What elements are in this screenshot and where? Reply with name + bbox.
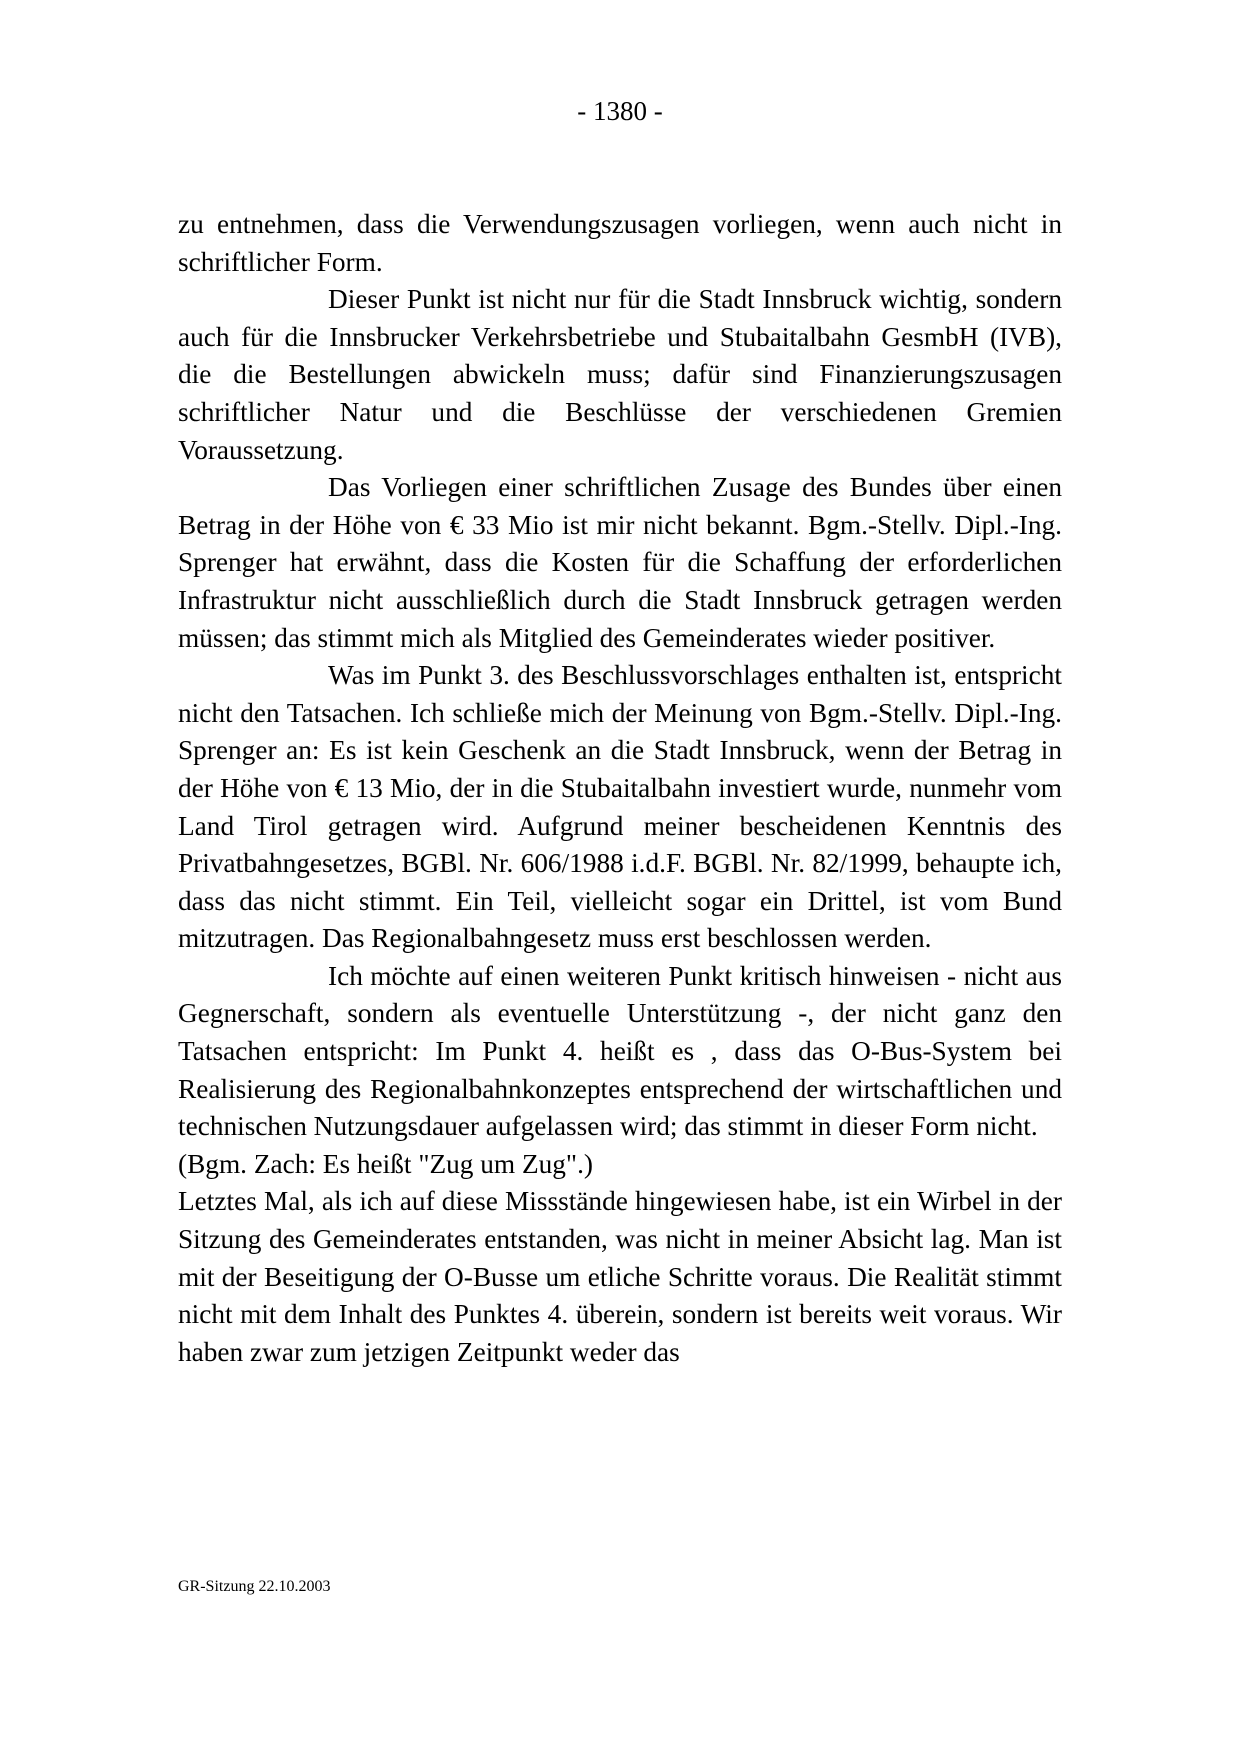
paragraph: Was im Punkt 3. des Beschlussvorschlages enthalten ist, entspricht nicht den Tatsachen. Ich schließe mich der Meinung von Bgm.-Stellv. Dipl.-Ing. Sprenger an: Es ist kein Geschenk an die Stadt Innsbruck, wenn der Betrag in der Höhe von € 13 Mio, der in die Stubaitalbahn investiert wurde, nunmehr vom Land Tirol getragen wird. Aufgrund meiner bescheidenen Kenntnis des Privatbahngesetzes, BGBl. Nr. 606/1988 i.d.F. BGBl. Nr. 82/1999, behaupte ich, dass das nicht stimmt. Ein Teil, vielleicht sogar ein Drittel, ist vom Bund mitzutragen. Das Regionalbahngesetz muss erst beschlossen werden. — [178, 660, 1062, 954]
paragraph: Letztes Mal, als ich auf diese Missstände hingewiesen habe, ist ein Wirbel in der Sitzung des Gemeinderates entstanden, was nicht in meiner Absicht lag. Man ist mit der Beseitigung der O-Busse um etliche Schritte voraus. Die Realität stimmt nicht mit dem Inhalt des Punktes 4. überein, sondern ist bereits weit voraus. Wir haben zwar zum jetzigen Zeitpunkt weder das — [178, 1186, 1062, 1367]
footer-session-label: GR-Sitzung 22.10.2003 — [178, 1578, 331, 1595]
paragraph: Dieser Punkt ist nicht nur für die Stadt Innsbruck wichtig, sondern auch für die Innsbrucker Verkehrsbetriebe und Stubaitalbahn GesmbH (IVB), die die Bestellungen abwickeln muss; dafür sind Finanzierungszusagen schriftlicher Natur und die Beschlüsse der verschiedenen Gremien Voraussetzung. — [178, 284, 1062, 465]
paragraph: Ich möchte auf einen weiteren Punkt kritisch hinweisen - nicht aus Gegnerschaft, sondern als eventuelle Unterstützung -, der nicht ganz den Tatsachen entspricht: Im Punkt 4. heißt es , dass das O-Bus-System bei Realisierung des Regionalbahnkonzeptes entsprechend der wirtschaftlichen und technischen Nutzungsdauer aufgelassen wird; das stimmt in dieser Form nicht. — [178, 960, 1062, 1142]
interjection: (Bgm. Zach: Es heißt "Zug um Zug".) — [178, 1148, 593, 1179]
paragraph: Das Vorliegen einer schriftlichen Zusage des Bundes über einen Betrag in der Höhe von € 33 Mio ist mir nicht bekannt. Bgm.-Stellv. Dipl.-Ing. Sprenger hat erwähnt, dass die Kosten für die Schaffung der erforderlichen Infrastruktur nicht ausschließlich durch die Stadt Innsbruck getragen werden müssen; das stimmt mich als Mitglied des Gemeinderates wieder positiver. — [178, 472, 1062, 653]
paragraph: zu entnehmen, dass die Verwendungszusagen vorliegen, wenn auch nicht in schriftlicher Form. — [178, 209, 1062, 277]
document-body — [178, 206, 1062, 1371]
page-number: - 1380 - — [577, 96, 663, 126]
